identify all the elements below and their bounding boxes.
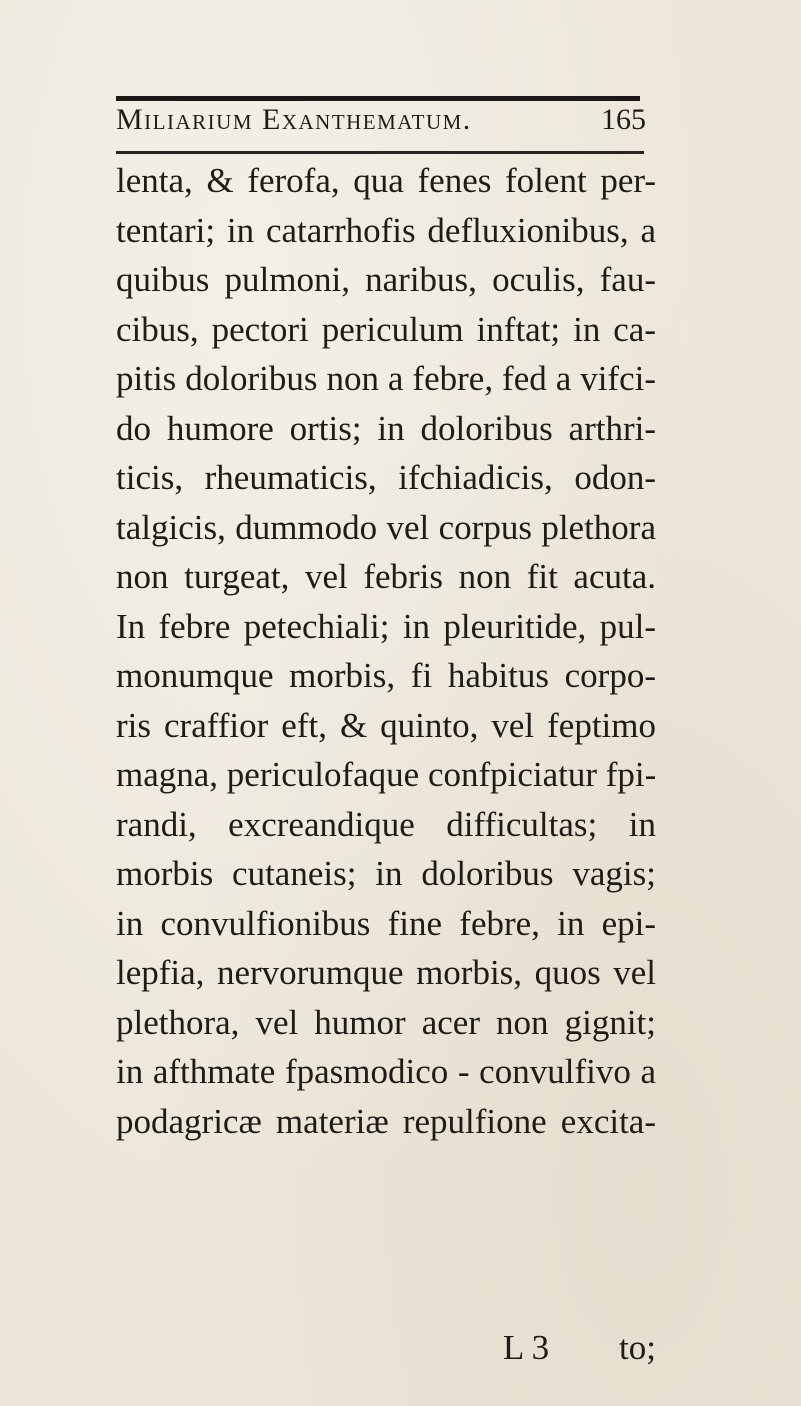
running-head [116, 103, 646, 147]
text-line: talgicis, dummodo vel corpus plethora [116, 507, 656, 547]
text-line: in afthmate fpasmodico - convulfivo a [116, 1052, 656, 1091]
text-line: non turgeat, vel febris non fit acuta. [116, 557, 656, 596]
signature-mark: L 3 [502, 1328, 550, 1367]
header-rule-bottom [116, 151, 644, 154]
text-line: monumque morbis, fi habitus corpo- [116, 656, 656, 695]
text-line: plethora, vel humor acer non gignit; [116, 1002, 656, 1042]
text-line: tentari; in catarrhofis defluxionibus, a [116, 210, 656, 250]
header-rule-top [116, 96, 640, 101]
text-line: In febre petechiali; in pleuritide, pul- [116, 606, 656, 646]
catchword: to; [619, 1328, 656, 1367]
text-line: lenta, & ferofa, qua fenes folent per- [116, 161, 656, 200]
text-line: lepfia, nervorumque morbis, quos vel [116, 953, 656, 992]
page-number: 165 [601, 103, 646, 136]
page-footer [116, 1326, 656, 1370]
text-line: do humore ortis; in doloribus arthri- [116, 408, 656, 448]
text-line: morbis cutaneis; in doloribus vagis; [116, 854, 656, 893]
text-line: quibus pulmoni, naribus, oculis, fau- [116, 260, 656, 299]
running-head-title: Miliarium Exanthematum. [116, 103, 472, 136]
text-line: randi, excreandique difficultas; in [116, 804, 656, 844]
text-line: ticis, rheumaticis, ifchiadicis, odon- [116, 458, 656, 497]
text-line: pitis doloribus non a febre, fed a vifci- [116, 359, 656, 398]
text-line: cibus, pectori periculum inftat; in ca- [116, 309, 656, 349]
body-text [116, 156, 656, 1146]
text-line: magna, periculofaque confpiciatur fpi- [116, 755, 657, 794]
text-line: ris craffior eft, & quinto, vel feptimo [116, 705, 656, 745]
text-line: in convulfionibus fine febre, in epi- [116, 903, 656, 943]
text-line: podagricæ materiæ repulfione excita- [116, 1101, 656, 1141]
